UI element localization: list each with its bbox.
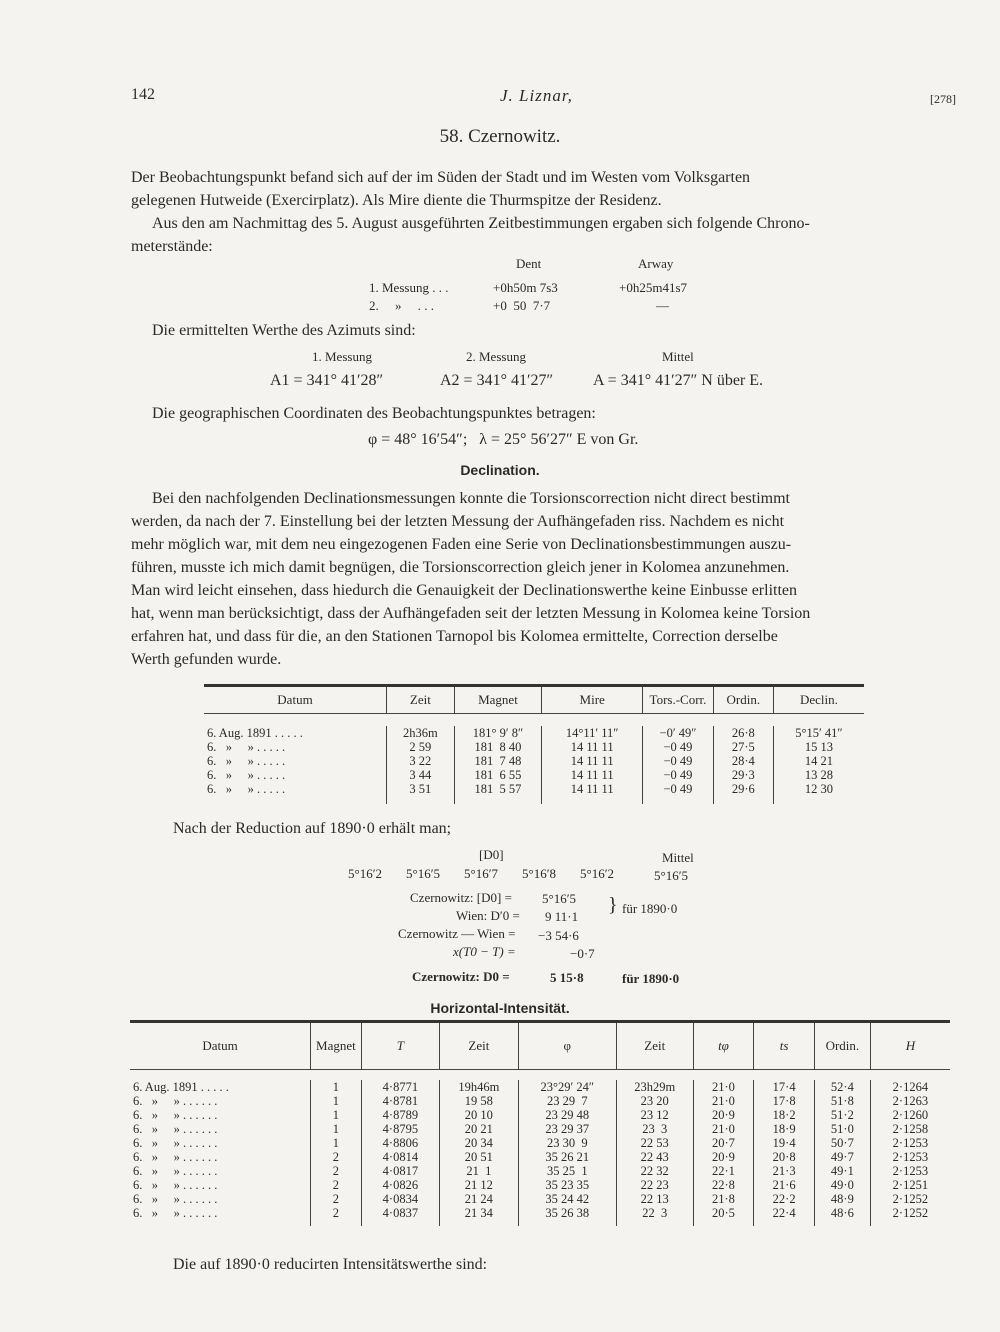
horizontal-intensity-table: [130, 1020, 950, 1226]
horiz-cell: 23 20: [616, 1094, 693, 1108]
table-row: [130, 1080, 950, 1094]
horiz-cell: 21·8: [693, 1192, 754, 1206]
decl-th-datum: Datum: [204, 686, 387, 714]
horiz-cell: 4·0837: [361, 1206, 439, 1226]
decl-cell: 5°15′ 41″: [773, 726, 864, 740]
final-fuer: für 1890·0: [622, 971, 680, 986]
horiz-cell: 49·0: [814, 1178, 870, 1192]
horiz-th-ordin: Ordin.: [814, 1022, 870, 1070]
decl-table-header: [204, 686, 864, 714]
decl-cell: −0 49: [643, 740, 714, 754]
decl-cell: −0 49: [643, 768, 714, 782]
table-row: [130, 1150, 950, 1164]
reduction-mittel-label: Mittel: [662, 850, 694, 865]
horiz-cell: 20·9: [693, 1108, 754, 1122]
decl-cell: 29·3: [713, 768, 773, 782]
horiz-th-phi: φ: [518, 1022, 616, 1070]
decl-th-magnet: Magnet: [454, 686, 542, 714]
horiz-cell: 1: [311, 1080, 362, 1094]
decl-cell: 3 51: [387, 782, 455, 804]
horiz-cell: 23 12: [616, 1108, 693, 1122]
page-number: 142: [131, 86, 155, 103]
decl-cell: 28·4: [713, 754, 773, 768]
section-title: [0, 126, 1000, 148]
horiz-cell: 22·4: [754, 1206, 815, 1226]
decl-cell: 14 11 11: [542, 768, 643, 782]
final-value: 5 15·8: [550, 970, 584, 985]
section-title-text: 58. Czernowitz.: [439, 126, 561, 147]
horiz-cell: 6. » » . . . . . .: [133, 1108, 218, 1122]
fuer-1890: für 1890·0: [622, 901, 678, 916]
horiz-cell: 6. Aug. 1891 . . . . .: [133, 1080, 229, 1094]
horiz-cell: 4·0814: [361, 1150, 439, 1164]
horiz-cell: 20·9: [693, 1150, 754, 1164]
azimut-v1: A1 = 341° 41′28″: [270, 372, 384, 389]
horiz-cell: 2·1264: [870, 1080, 950, 1094]
table-row: [130, 1178, 950, 1192]
decl-cell: 2 59: [387, 740, 455, 754]
decl-line-2: werden, da nach der 7. Einstellung bei der letzten Messung der Aufhängefaden riss. Nachdem es nicht: [131, 513, 785, 530]
decl-cell: 2h36m: [387, 726, 455, 740]
horiz-cell: 23 3: [616, 1122, 693, 1136]
horiz-cell: 19h46m: [440, 1080, 519, 1094]
declination-title-text: Declination.: [460, 462, 540, 478]
horiz-cell: 23°29′ 24″: [518, 1080, 616, 1094]
decl-cell: 181 6 55: [454, 768, 542, 782]
horiz-cell: 51·8: [814, 1094, 870, 1108]
decl-cell: 181° 9′ 8″: [454, 726, 542, 740]
horiz-cell: 21 24: [440, 1192, 519, 1206]
horiz-cell: 21·0: [693, 1080, 754, 1094]
decl-line-5: Man wird leicht einsehen, dass hiedurch die Genauigkeit der Declinationswerthe keine Einbusse erlitten: [131, 582, 798, 599]
x-label: x(T0 − T) =: [453, 944, 516, 959]
horiz-cell: 2: [311, 1178, 362, 1192]
decl-cell: −0 49: [643, 754, 714, 768]
horiz-cell: 4·8789: [361, 1108, 439, 1122]
horiz-cell: 22 32: [616, 1164, 693, 1178]
azimut-intro: Die ermittelten Werthe des Azimuts sind:: [152, 322, 416, 339]
horiz-cell: 21 1: [440, 1164, 519, 1178]
intro-line-3: Aus den am Nachmittag des 5. August ausgeführten Zeitbestimmungen ergaben sich folgende Chrono-: [152, 215, 810, 232]
decl-th-zeit: Zeit: [387, 686, 455, 714]
horiz-cell: 51·2: [814, 1108, 870, 1122]
horiz-cell: 18·9: [754, 1122, 815, 1136]
horiz-cell: 6. » » . . . . . .: [133, 1094, 218, 1108]
cz-label: Czernowitz: [D0] =: [410, 890, 512, 905]
horiz-cell: 2·1253: [870, 1150, 950, 1164]
reduction-value-5: 5°16′2: [580, 866, 615, 881]
horiz-cell: 20·8: [754, 1150, 815, 1164]
horiz-cell: 35 24 42: [518, 1192, 616, 1206]
decl-cell: 29·6: [713, 782, 773, 804]
horiz-cell: 2: [311, 1192, 362, 1206]
horiz-cell: 2·1253: [870, 1164, 950, 1178]
horiz-cell: 48·6: [814, 1206, 870, 1226]
intro-line-2: gelegenen Hutweide (Exercirplatz). Als Mire diente die Thurmspitze der Residenz.: [131, 192, 662, 209]
horiz-cell: 2·1251: [870, 1178, 950, 1192]
horiz-cell: 2: [311, 1164, 362, 1178]
horiz-cell: 23 29 48: [518, 1108, 616, 1122]
decl-line-6: hat, wenn man berücksichtigt, dass der Aufhängefaden seit der letzten Messung in Kolomea keine Torsion: [131, 605, 811, 622]
horiz-cell: 20·7: [693, 1136, 754, 1150]
decl-th-ordin: Ordin.: [713, 686, 773, 714]
azimut-v2: A2 = 341° 41′27″: [440, 372, 554, 389]
horiz-cell: 2: [311, 1206, 362, 1226]
cz-value: 5°16′5: [542, 891, 577, 906]
reduction-value-2: 5°16′5: [406, 866, 441, 881]
decl-cell: 27·5: [713, 740, 773, 754]
horiz-cell: 51·0: [814, 1122, 870, 1136]
horiz-cell: 2·1252: [870, 1192, 950, 1206]
horiz-cell: 21·6: [754, 1178, 815, 1192]
horiz-cell: 22·8: [693, 1178, 754, 1192]
table-row: [204, 740, 864, 754]
horiz-cell: 4·8795: [361, 1122, 439, 1136]
decl-cell: 6. » » . . . . .: [207, 782, 286, 796]
horiz-cell: 19 58: [440, 1094, 519, 1108]
horiz-cell: 4·8771: [361, 1080, 439, 1094]
decl-cell: 15 13: [773, 740, 864, 754]
chrono-row-2-arway: —: [656, 298, 669, 313]
horiz-cell: 49·7: [814, 1150, 870, 1164]
decl-cell: 14°11′ 11″: [542, 726, 643, 740]
horiz-title: [0, 1000, 1000, 1016]
horiz-cell: 6. » » . . . . . .: [133, 1206, 218, 1220]
reduction-mittel: 5°16′5: [654, 868, 689, 883]
horiz-th-magnet: Magnet: [311, 1022, 362, 1070]
table-row: [130, 1108, 950, 1122]
horiz-cell: 6. » » . . . . . .: [133, 1178, 218, 1192]
horiz-th-zeit: Zeit: [440, 1022, 519, 1070]
horiz-title-text: Horizontal-Intensität.: [430, 1000, 570, 1016]
decl-cell: −0 49: [643, 782, 714, 804]
horiz-cell: 49·1: [814, 1164, 870, 1178]
horiz-cell: 4·0817: [361, 1164, 439, 1178]
running-head-author: J. Liznar,: [500, 86, 573, 105]
table-row: [204, 768, 864, 782]
diff-label: Czernowitz — Wien =: [398, 926, 516, 941]
decl-line-3: mehr möglich war, mit dem neu eingezogenen Faden eine Serie von Declinationsbestimmungen auszu-: [131, 536, 792, 553]
horiz-cell: 1: [311, 1122, 362, 1136]
horiz-cell: 23h29m: [616, 1080, 693, 1094]
decl-cell: 6. » » . . . . .: [207, 740, 286, 754]
reduction-intro: Nach der Reduction auf 1890·0 erhält man;: [173, 820, 452, 837]
horiz-cell: 6. » » . . . . . .: [133, 1192, 218, 1206]
chrono-row-1-dent: +0h50m 7s3: [493, 280, 558, 295]
horiz-th-datum: Datum: [130, 1022, 311, 1070]
horiz-table-header: [130, 1022, 950, 1070]
table-row: [130, 1094, 950, 1108]
decl-th-mire: Mire: [542, 686, 643, 714]
horiz-cell: 21 34: [440, 1206, 519, 1226]
horiz-cell: 35 25 1: [518, 1164, 616, 1178]
decl-cell: 6. » » . . . . .: [207, 768, 286, 782]
horiz-cell: 2·1252: [870, 1206, 950, 1226]
decl-th-tors: Tors.-Corr.: [643, 686, 714, 714]
horiz-cell: 35 23 35: [518, 1178, 616, 1192]
table-row: [130, 1192, 950, 1206]
horiz-cell: 6. » » . . . . . .: [133, 1164, 218, 1178]
horiz-cell: 6. » » . . . . . .: [133, 1136, 218, 1150]
azimut-h2: 2. Messung: [466, 349, 526, 364]
horiz-cell: 22 43: [616, 1150, 693, 1164]
horiz-th-h: H: [870, 1022, 950, 1070]
horiz-cell: 20 10: [440, 1108, 519, 1122]
table-row: [130, 1122, 950, 1136]
horiz-cell: 6. » » . . . . . .: [133, 1150, 218, 1164]
decl-line-8: Werth gefunden wurde.: [131, 651, 282, 668]
horiz-cell: 17·8: [754, 1094, 815, 1108]
chrono-row-2-dent: +0 50 7·7: [493, 298, 551, 313]
decl-line-7: erfahren hat, und dass für die, an den Stationen Tarnopol bis Kolomea ermittelte, Correction derselbe: [131, 628, 778, 645]
diff-value: −3 54·6: [538, 928, 579, 943]
horiz-cell: 18·2: [754, 1108, 815, 1122]
declination-title: [0, 462, 1000, 478]
horiz-cell: 21·0: [693, 1094, 754, 1108]
x-value: −0·7: [570, 946, 595, 961]
horiz-cell: 4·8806: [361, 1136, 439, 1150]
horiz-cell: 4·0826: [361, 1178, 439, 1192]
horiz-cell: 22 13: [616, 1192, 693, 1206]
decl-cell: 14 11 11: [542, 740, 643, 754]
horiz-cell: 2·1260: [870, 1108, 950, 1122]
brace: }: [608, 894, 618, 916]
decl-cell: 14 11 11: [542, 782, 643, 804]
horiz-cell: 17·4: [754, 1080, 815, 1094]
decl-cell: 14 11 11: [542, 754, 643, 768]
horiz-th-ts: ts: [754, 1022, 815, 1070]
decl-line-4: führen, musste ich mich damit begnügen, die Torsionscorrection gleich jener in Kolomea anzunehmen.: [131, 559, 790, 576]
horiz-cell: 6. » » . . . . . .: [133, 1122, 218, 1136]
decl-cell: −0′ 49″: [643, 726, 714, 740]
chrono-row-2-label: 2. » . . .: [369, 298, 434, 313]
horiz-cell: 50·7: [814, 1136, 870, 1150]
horiz-cell: 4·8781: [361, 1094, 439, 1108]
decl-cell: 12 30: [773, 782, 864, 804]
horiz-cell: 22 53: [616, 1136, 693, 1150]
horiz-cell: 48·9: [814, 1192, 870, 1206]
horiz-cell: 22 3: [616, 1206, 693, 1226]
coords-intro: Die geographischen Coordinaten des Beobachtungspunktes betragen:: [152, 405, 596, 422]
azimut-v3: A = 341° 41′27″ N über E.: [593, 372, 764, 389]
horiz-cell: 2: [311, 1150, 362, 1164]
decl-cell: 181 7 48: [454, 754, 542, 768]
decl-cell: 3 22: [387, 754, 455, 768]
wien-label: Wien: D′0 =: [456, 908, 520, 923]
table-row: [204, 726, 864, 740]
decl-th-declin: Declin.: [773, 686, 864, 714]
horiz-cell: 20·5: [693, 1206, 754, 1226]
horiz-cell: 21 12: [440, 1178, 519, 1192]
horiz-th-tphi: tφ: [693, 1022, 754, 1070]
horiz-cell: 22·1: [693, 1164, 754, 1178]
azimut-h3: Mittel: [662, 349, 694, 364]
footer-line: Die auf 1890·0 reducirten Intensitätswerthe sind:: [173, 1256, 488, 1273]
horiz-cell: 20 21: [440, 1122, 519, 1136]
horiz-cell: 2·1253: [870, 1136, 950, 1150]
horiz-cell: 2·1258: [870, 1122, 950, 1136]
horiz-cell: 4·0834: [361, 1192, 439, 1206]
table-row: [130, 1164, 950, 1178]
horiz-cell: 35 26 21: [518, 1150, 616, 1164]
reduction-d0-label: [D0]: [479, 847, 504, 862]
horiz-th-t: T: [361, 1022, 439, 1070]
horiz-cell: 21·3: [754, 1164, 815, 1178]
final-label: Czernowitz: D0 =: [412, 969, 510, 984]
decl-cell: 13 28: [773, 768, 864, 782]
horiz-cell: 52·4: [814, 1080, 870, 1094]
chrono-row-1-label: 1. Messung . . .: [369, 280, 449, 295]
horiz-cell: 21·0: [693, 1122, 754, 1136]
horiz-cell: 23 30 9: [518, 1136, 616, 1150]
table-row: [130, 1136, 950, 1150]
horiz-cell: 35 26 38: [518, 1206, 616, 1226]
declination-table: [204, 684, 864, 804]
chrono-row-1-arway: +0h25m41s7: [619, 280, 688, 295]
wien-value: 9 11·1: [545, 909, 579, 924]
horiz-cell: 20 34: [440, 1136, 519, 1150]
horiz-cell: 1: [311, 1108, 362, 1122]
horiz-cell: 23 29 7: [518, 1094, 616, 1108]
horiz-cell: 1: [311, 1094, 362, 1108]
decl-cell: 6. » » . . . . .: [207, 754, 286, 768]
horiz-cell: 1: [311, 1136, 362, 1150]
horiz-th-zeit2: Zeit: [616, 1022, 693, 1070]
horiz-cell: 2·1263: [870, 1094, 950, 1108]
table-row: [204, 754, 864, 768]
reduction-value-4: 5°16′8: [522, 866, 557, 881]
decl-cell: 3 44: [387, 768, 455, 782]
intro-line-1: Der Beobachtungspunkt befand sich auf der im Süden der Stadt und im Westen vom Volksgarten: [131, 169, 751, 186]
decl-cell: 181 8 40: [454, 740, 542, 754]
chrono-col-dent: Dent: [516, 256, 542, 271]
horiz-cell: 23 29 37: [518, 1122, 616, 1136]
horiz-cell: 20 51: [440, 1150, 519, 1164]
azimut-h1: 1. Messung: [312, 349, 372, 364]
decl-cell: 181 5 57: [454, 782, 542, 804]
horiz-cell: 22 23: [616, 1178, 693, 1192]
chrono-col-arway: Arway: [638, 256, 674, 271]
table-row: [204, 782, 864, 804]
intro-line-4: meterstände:: [131, 238, 213, 255]
decl-cell: 26·8: [713, 726, 773, 740]
decl-cell: 14 21: [773, 754, 864, 768]
table-row: [130, 1206, 950, 1226]
reduction-value-3: 5°16′7: [464, 866, 499, 881]
decl-line-1: Bei den nachfolgenden Declinationsmessungen konnte die Torsionscorrection nicht direct bestimmt: [152, 490, 790, 507]
bracket-page: [278]: [930, 92, 956, 106]
horiz-cell: 22·2: [754, 1192, 815, 1206]
decl-cell: 6. Aug. 1891 . . . . .: [207, 726, 303, 740]
horiz-cell: 19·4: [754, 1136, 815, 1150]
coords: φ = 48° 16′54″; λ = 25° 56′27″ E von Gr.: [368, 431, 639, 448]
reduction-value-1: 5°16′2: [348, 866, 383, 881]
